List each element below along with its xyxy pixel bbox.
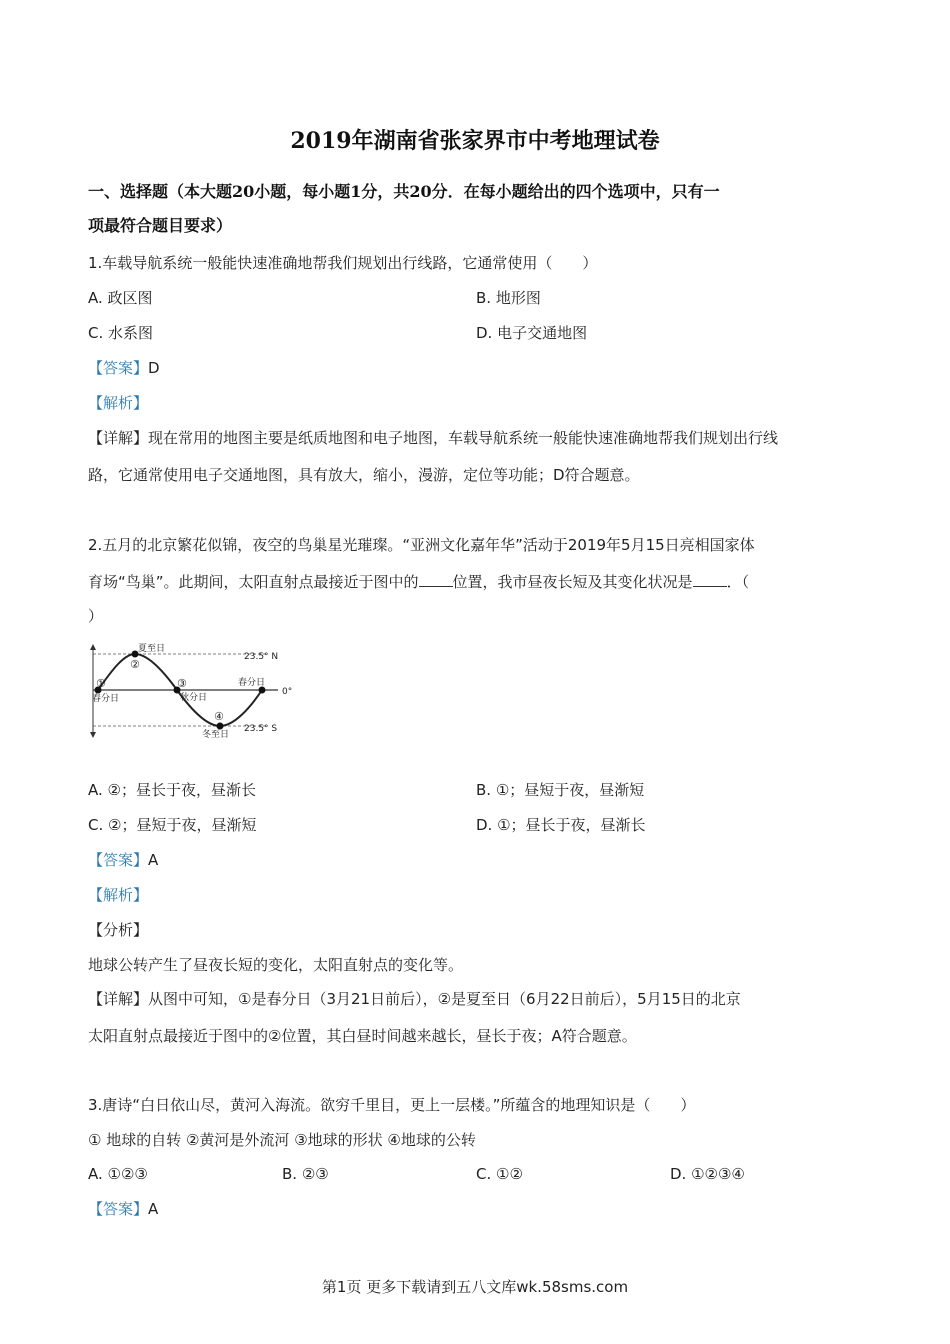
- label-autumn-equinox: 秋分日: [180, 693, 208, 703]
- q2-option-c: C. ②；昼短于夜，昼渐短: [88, 816, 257, 834]
- q1-option-d: D. 电子交通地图: [476, 324, 588, 342]
- q2-stem-part1: 育场“鸟巢”。此期间，太阳直射点最接近于图中的: [88, 573, 419, 591]
- q3-option-a: A. ①②③: [88, 1165, 148, 1183]
- q3-answer: [88, 1199, 158, 1219]
- q2-analysis-text: 地球公转产生了昼夜长短的变化，太阳直射点的变化等。: [88, 956, 464, 974]
- answer-tag: 【答案】: [88, 851, 149, 869]
- q2-stem-cont: [88, 572, 749, 592]
- section-heading: 一、选择题（本大题20小题，每小题1分，共20分．在每小题给出的四个选项中，只有一: [88, 182, 720, 201]
- q1-detail: [88, 428, 778, 448]
- q2-stem-part3: ．（: [726, 573, 750, 591]
- analysis2-tag: 【分析】: [88, 921, 149, 939]
- q1-option-c: C. 水系图: [88, 324, 154, 342]
- answer-blank-1: [419, 573, 453, 587]
- q2-analysis-heading: [88, 920, 148, 940]
- q1-analysis: [88, 393, 148, 413]
- label-winter-solstice: 冬至日: [202, 730, 230, 740]
- q3-option-d: D. ①②③④: [670, 1165, 745, 1183]
- q3-stem: 3.唐诗“白日依山尽，黄河入海流。欲穷千里目，更上一层楼。”所蕴含的地理知识是（ ）: [88, 1096, 696, 1114]
- analysis-tag: 【解析】: [88, 394, 149, 412]
- q3-option-b: B. ②③: [282, 1165, 329, 1183]
- q1-option-a: A. 政区图: [88, 289, 153, 307]
- q2-stem-part2: 位置，我市昼夜长短及其变化状况是: [452, 573, 693, 591]
- label-tropic-north: 23.5° N: [244, 652, 279, 662]
- q1-option-b: B. 地形图: [476, 289, 541, 307]
- page-title: 2019年湖南省张家界市中考地理试卷: [290, 128, 660, 154]
- marker-2: ②: [130, 658, 140, 671]
- detail-text: 现在常用的地图主要是纸质地图和电子地图，车载导航系统一般能快速准确地帮我们规划出行线: [148, 429, 779, 447]
- label-spring-equinox-1: 春分日: [92, 694, 120, 704]
- q2-answer: [88, 850, 158, 870]
- section-heading-cont: 项最符合题目要求）: [88, 216, 233, 235]
- marker-4: ④: [214, 710, 224, 723]
- detail-text: 从图中可知，①是春分日（3月21日前后），②是夏至日（6月22日前后），5月15日的北京: [148, 990, 741, 1008]
- answer-blank-2: [693, 573, 727, 587]
- q2-analysis: [88, 885, 148, 905]
- detail-tag: 【详解】: [88, 429, 149, 447]
- page-footer: 第1页 更多下载请到五八文库wk.58sms.com: [321, 1278, 629, 1296]
- answer-tag: 【答案】: [88, 359, 149, 377]
- detail-tag: 【详解】: [88, 990, 149, 1008]
- marker-1: ①: [96, 677, 106, 690]
- answer-value: D: [148, 359, 160, 377]
- q2-stem: 2.五月的北京繁花似锦，夜空的鸟巢星光璀璨。“亚洲文化嘉年华”活动于2019年5月15日亮相国家体: [88, 536, 755, 554]
- analysis-tag: 【解析】: [88, 886, 149, 904]
- q2-option-d: D. ①；昼长于夜，昼渐长: [476, 816, 646, 834]
- sun-point-diagram: [84, 640, 304, 740]
- q3-option-c: C. ①②: [476, 1165, 523, 1183]
- answer-value: A: [148, 1200, 159, 1218]
- q3-items: ① 地球的自转 ②黄河是外流河 ③地球的形状 ④地球的公转: [88, 1131, 476, 1149]
- answer-tag: 【答案】: [88, 1200, 149, 1218]
- q2-option-b: B. ①；昼短于夜，昼渐短: [476, 781, 645, 799]
- label-spring-equinox-2: 春分日: [238, 678, 266, 688]
- q2-option-a: A. ②；昼长于夜，昼渐长: [88, 781, 256, 799]
- q2-detail: [88, 989, 741, 1009]
- marker-3: ③: [177, 677, 187, 690]
- label-tropic-south: 23.5° S: [244, 724, 278, 734]
- q1-answer: [88, 358, 160, 378]
- label-summer-solstice: 夏至日: [138, 644, 166, 654]
- label-equator: 0°: [282, 687, 293, 697]
- q1-stem: 1.车载导航系统一般能快速准确地帮我们规划出行线路，它通常使用（ ）: [88, 254, 598, 272]
- answer-value: A: [148, 851, 159, 869]
- q1-detail-cont: 路，它通常使用电子交通地图，具有放大，缩小，漫游，定位等功能；D符合题意。: [88, 466, 640, 484]
- q2-detail-cont: 太阳直射点最接近于图中的②位置，其白昼时间越来越长，昼长于夜；A符合题意。: [88, 1027, 637, 1045]
- q2-stem-close: ）: [88, 607, 104, 625]
